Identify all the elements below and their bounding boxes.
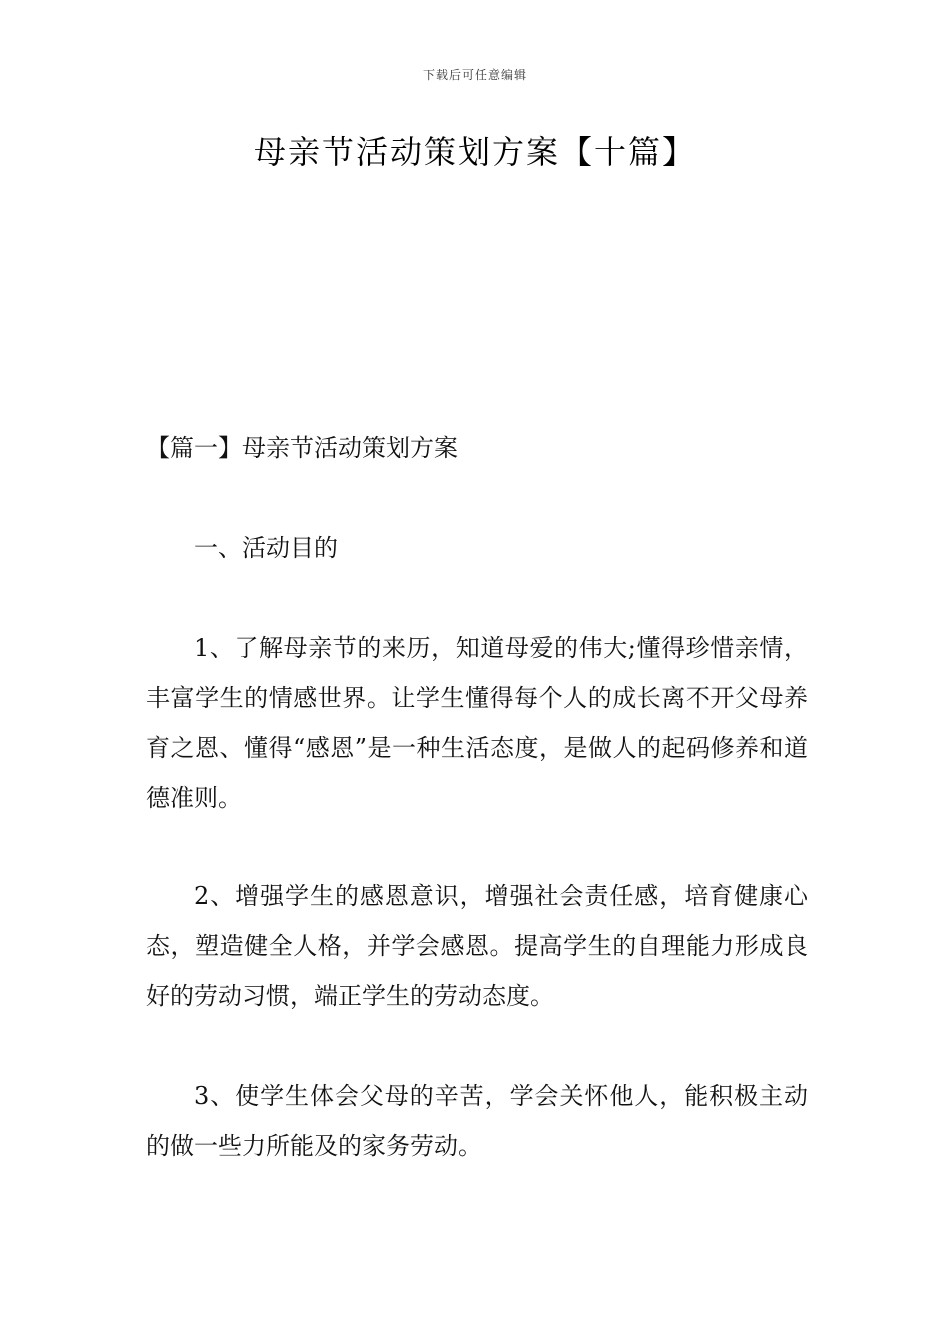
document-title: 母亲节活动策划方案【十篇】 [253,133,696,171]
section-heading: 【篇一】母亲节活动策划方案 [146,434,458,462]
paragraph-3: 3、使学生体会父母的辛苦，学会关怀他人，能积极主动的做一些力所能及的家务劳动。 [146,1082,808,1160]
paragraph-1: 1、了解母亲节的来历，知道母爱的伟大;懂得珍惜亲情，丰富学生的情感世界。让学生懂得每个人的成长离不开父母养育之恩、懂得“感恩”是一种生活态度，是做人的起码修养和道德准则。 [146,634,808,812]
header-note: 下载后可任意编辑 [422,68,527,82]
section-subheading: 一、活动目的 [194,534,338,562]
paragraph-2: 2、增强学生的感恩意识，增强社会责任感，培育健康心态，塑造健全人格，并学会感恩。提高学生的自理能力形成良好的劳动习惯，端正学生的劳动态度。 [146,882,808,1010]
